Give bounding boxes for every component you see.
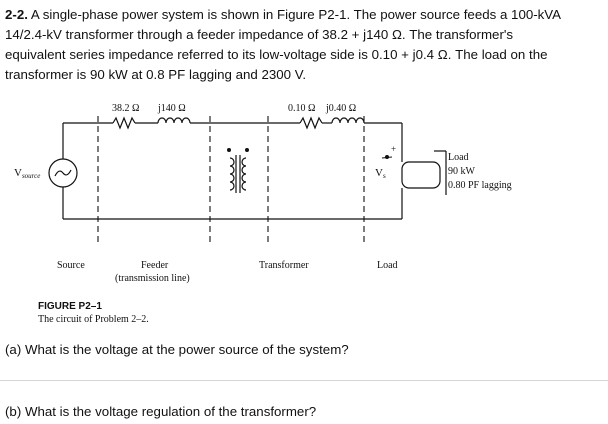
load-box-line-3: 0.80 PF lagging xyxy=(448,180,512,191)
feeder-resistor-icon xyxy=(113,118,135,128)
question-b: (b) What is the voltage regulation of the transformer? xyxy=(5,404,317,419)
transformer-resistor-icon xyxy=(300,118,322,128)
problem-number: 2-2. xyxy=(5,7,28,22)
feeder-resistance-label: 38.2 Ω xyxy=(112,103,140,114)
transformer-secondary-coil-icon xyxy=(242,158,246,190)
polarity-dot-secondary xyxy=(245,148,249,152)
problem-statement xyxy=(5,5,603,85)
source-voltage-label: Vsource xyxy=(14,167,41,180)
problem-line-3: equivalent series impedance referred to its low-voltage side is 0.10 + j0.4 Ω. The load on the xyxy=(5,47,548,62)
load-box-line-1: Load xyxy=(448,152,469,163)
load-voltage-label: Vs xyxy=(375,167,386,180)
transformer-resistance-label: 0.10 Ω xyxy=(288,103,316,114)
problem-line-2: 14/2.4-kV transformer through a feeder impedance of 38.2 + j140 Ω. The transformer's xyxy=(5,27,514,42)
figure-caption-title: FIGURE P2–1 xyxy=(38,301,102,312)
problem-line-4: transformer is 90 kW at 0.8 PF lagging and 2300 V. xyxy=(5,67,307,82)
transformer-primary-coil-icon xyxy=(230,158,234,190)
figure-caption xyxy=(38,300,149,326)
section-label-load: Load xyxy=(377,260,398,271)
feeder-inductor-icon xyxy=(158,118,190,123)
question-divider xyxy=(0,380,608,381)
question-a: (a) What is the voltage at the power source of the system? xyxy=(5,342,349,357)
plus-sign: + xyxy=(391,144,397,154)
section-label-transformer: Transformer xyxy=(259,260,309,271)
feeder-reactance-label: j140 Ω xyxy=(158,103,186,114)
transformer-inductor-icon xyxy=(332,118,364,123)
section-label-feeder: Feeder xyxy=(141,260,169,271)
problem-line-1: 2-2. A single-phase power system is shown in Figure P2-1. The power source feeds a 100-kVA xyxy=(5,7,562,22)
transformer-reactance-label: j0.40 Ω xyxy=(326,103,357,114)
load-box-icon xyxy=(402,162,440,188)
section-label-source: Source xyxy=(57,260,85,271)
polarity-dot-primary xyxy=(227,148,231,152)
section-label-feeder-sub: (transmission line) xyxy=(115,273,190,284)
figure-caption-text: The circuit of Problem 2–2. xyxy=(38,314,149,325)
load-box-line-2: 90 kW xyxy=(448,166,475,177)
